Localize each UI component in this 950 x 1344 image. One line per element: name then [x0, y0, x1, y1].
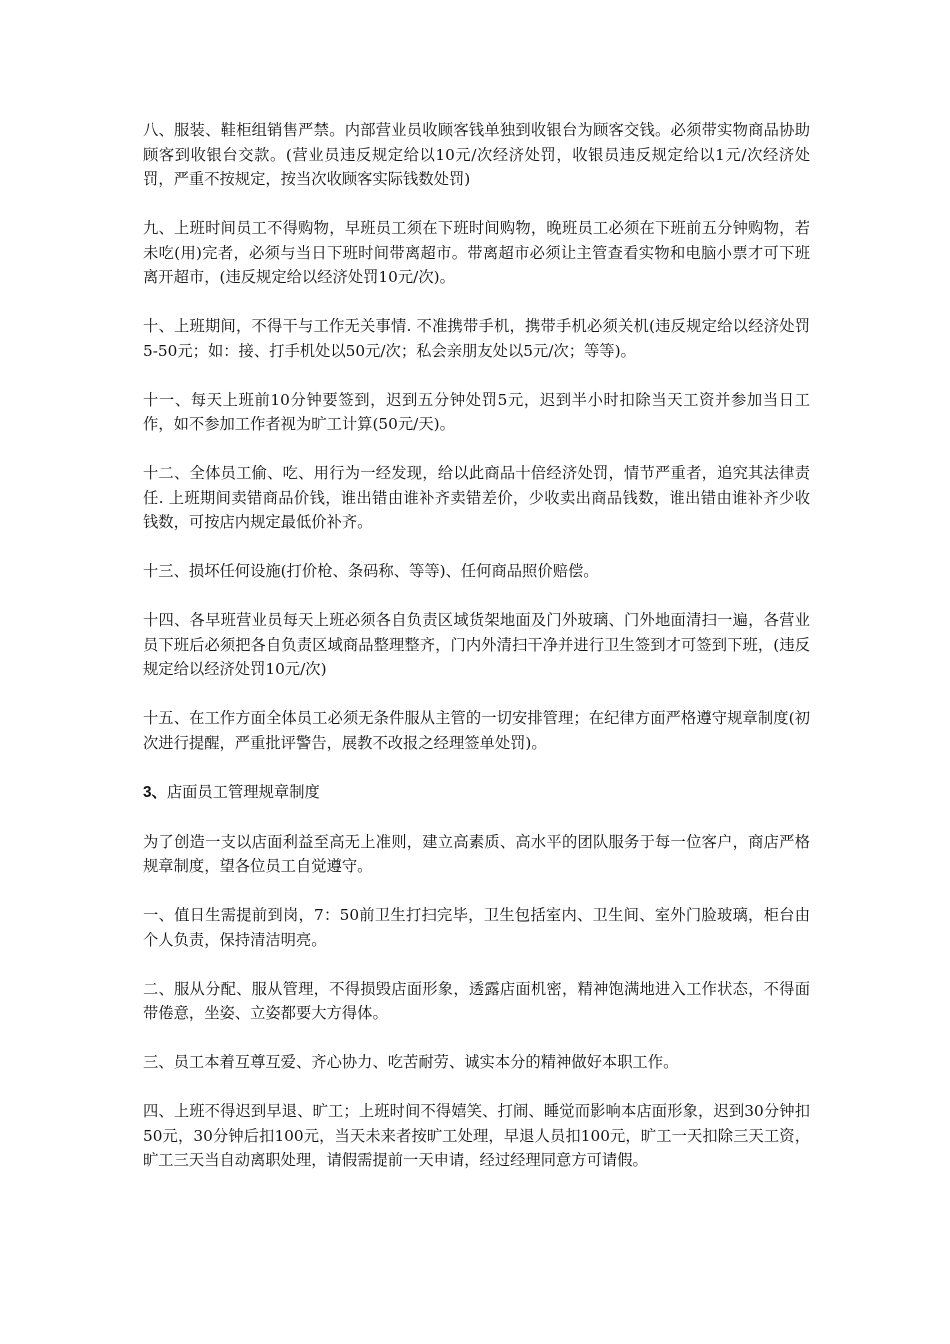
rule-13-paragraph: 十三、损坏任何设施(打价枪、条码称、等等)、任何商品照价赔偿。 [143, 562, 599, 580]
rule-14-paragraph: 十四、各早班营业员每天上班必须各自负责区域货架地面及门外玻璃、门外地面清扫一遍，各营业员下班后必须把各自负责区域商品整理整齐，门内外清扫干净并进行卫生签到才可签到下班，(违反规定给以经济处罚10元/次) [143, 611, 810, 678]
section-title: 店面员工管理规章制度 [166, 782, 320, 801]
rule-11-paragraph: 十一、每天上班前10分钟要签到，迟到五分钟处罚5元，迟到半小时扣除当天工资并参加当日工作，如不参加工作者视为旷工计算(50元/天)。 [143, 390, 810, 433]
rule-10-paragraph: 十、上班期间，不得干与工作无关事情. 不准携带手机，携带手机必须关机(违反规定给以经济处罚5-50元；如：接、打手机处以50元/次；私会亲朋友处以5元/次；等等)。 [143, 317, 810, 360]
store-rule-2-paragraph: 二、服从分配、服从管理，不得损毁店面形象，透露店面机密，精神饱满地进入工作状态，不得面带倦意，坐姿、立姿都要大方得体。 [143, 979, 810, 1022]
store-rule-3-paragraph: 三、员工本着互尊互爱、齐心协力、吃苦耐劳、诚实本分的精神做好本职工作。 [143, 1053, 679, 1071]
rule-8-paragraph: 八、服装、鞋柜组销售严禁。内部营业员收顾客钱单独到收银台为顾客交钱。必须带实物商品协助顾客到收银台交款。(营业员违反规定给以10元/次经济处罚，收银员违反规定给以1元/次经济处罚，严重不按规定，按当次收顾客实际钱数处罚) [143, 121, 810, 188]
store-rule-4-paragraph: 四、上班不得迟到早退、旷工；上班时间不得嬉笑、打闹、睡觉而影响本店面形象，迟到30分钟扣50元，30分钟后扣100元，当天未来者按旷工处理，早退人员扣100元，旷工一天扣除三天工资，旷工三天当自动离职处理，请假需提前一天申请，经过经理同意方可请假。 [143, 1102, 810, 1169]
rule-9-paragraph: 九、上班时间员工不得购物，早班员工须在下班时间购物，晚班员工必须在下班前五分钟购物，若未吃(用)完者，必须与当日下班时间带离超市。带离超市必须让主管查看实物和电脑小票才可下班离开超市，(违反规定给以经济处罚10元/次)。 [143, 219, 810, 286]
rule-12-paragraph: 十二、全体员工偷、吃、用行为一经发现，给以此商品十倍经济处罚，情节严重者，追究其法律责任. 上班期间卖错商品价钱，谁出错由谁补齐卖错差价，少收卖出商品钱数，谁出错由谁补齐少收钱数，可按店内规定最低价补齐。 [143, 464, 810, 531]
section-heading [143, 780, 810, 806]
rule-15-paragraph: 十五、在工作方面全体员工必须无条件服从主管的一切安排管理；在纪律方面严格遵守规章制度(初次进行提醒，严重批评警告，展教不改报之经理签单处罚)。 [143, 709, 810, 752]
section-number: 3、 [143, 783, 167, 801]
store-rule-1-paragraph: 一、值日生需提前到岗，7：50前卫生打扫完毕，卫生包括室内、卫生间、室外门脸玻璃，柜台由个人负责，保持清洁明亮。 [143, 906, 810, 949]
document-body [143, 118, 810, 1197]
intro-paragraph: 为了创造一支以店面利益至高无上准则，建立高素质、高水平的团队服务于每一位客户，商店严格规章制度，望各位员工自觉遵守。 [143, 832, 810, 875]
